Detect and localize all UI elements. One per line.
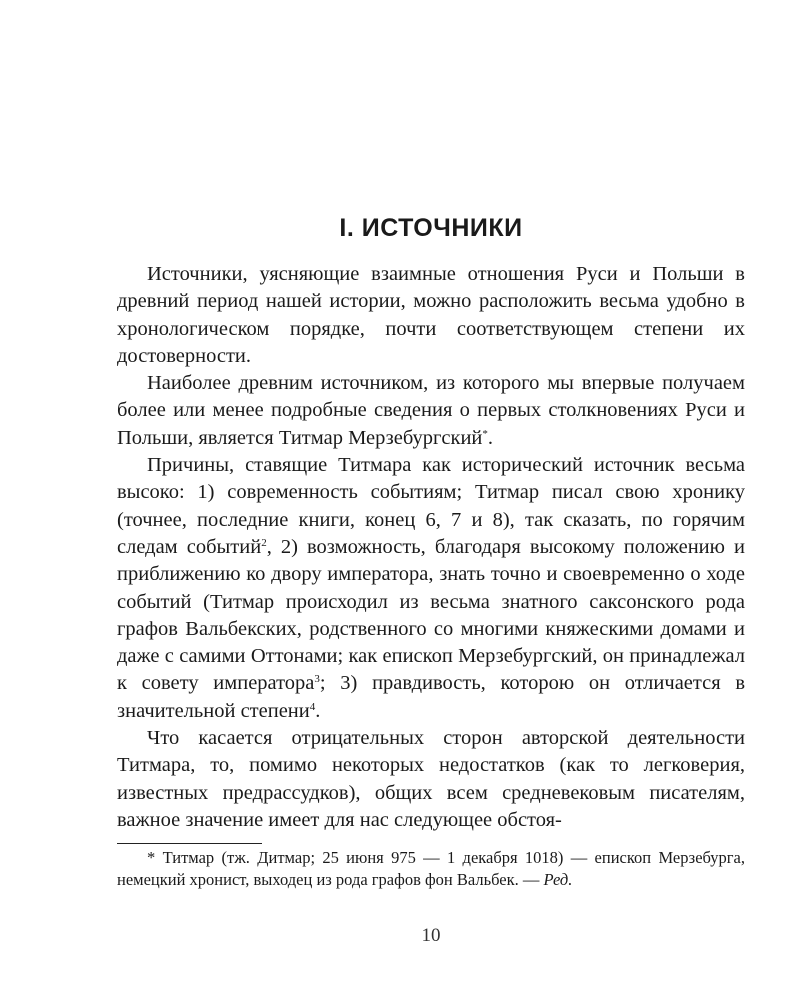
footnote-editor-mark: Ред. [543,870,573,889]
footnote-text: * Титмар (тж. Дитмар; 25 июня 975 — 1 декабря 1018) — епископ Мерзебурга, немецкий хронист, выходец из рода графов фон Вальбек. — [117,848,745,889]
paragraph-4: Что касается отрицательных сторон авторской деятельности Титмара, то, помимо некоторых недостатков (как то легковерия, известных предрассудков), общих всем средневековым писателям, важное значение имеет для нас следующее обстоя- [117,727,745,831]
paragraph-2-end: . [487,426,494,449]
main-text [117,261,745,834]
paragraph-1: Источники, уясняющие взаимные отношения Руси и Польши в древний период нашей истории, можно расположить весьма удобно в хронологическом порядке, почти соответствующем степени их достоверности. [117,263,745,367]
footnote-marker-2: 2 [261,536,267,549]
book-page [117,0,745,1000]
paragraph-3-part-d: . [315,699,321,722]
footnote-marker-3: 3 [314,673,320,686]
page-number: 10 [421,925,441,946]
paragraph-3 [117,452,745,725]
chapter-title: I. ИСТОЧНИКИ [339,214,523,242]
paragraph-3-part-a: Причины, ставящие Титмара как исторический источник весьма высоко: 1) современность событиям; Титмар писал свою хронику (точнее, последние книги, конец 6, 7 и 8), так сказать, по горячим следам событий [117,454,745,558]
footnote-marker-star: * [482,427,488,440]
paragraph-2 [117,370,745,452]
paragraph-2-text: Наиболее древним источником, из которого мы впервые получаем более или менее подробные сведения о первых столкновениях Руси и Польши, является Титмар Мерзебургский [117,372,745,449]
footnote-divider [117,843,262,844]
footnote-marker-4: 4 [309,700,316,713]
footnote-paragraph [117,847,745,891]
footnote [117,847,745,891]
paragraph-3-part-c: ; 3) правдивость, которою он отличается в значительной степени [117,672,746,722]
paragraph-3-part-b: , 2) возможность, благодаря высокому положению и приближению ко двору императора, знать точно и своевременно о ходе событий (Титмар происходил из весьма знатного саксонского рода графов Вальбекских, родственного со многими княжескими домами и даже с самими Оттонами; как епископ Мерзебургский, он принадлежал к совету императора [117,535,745,695]
